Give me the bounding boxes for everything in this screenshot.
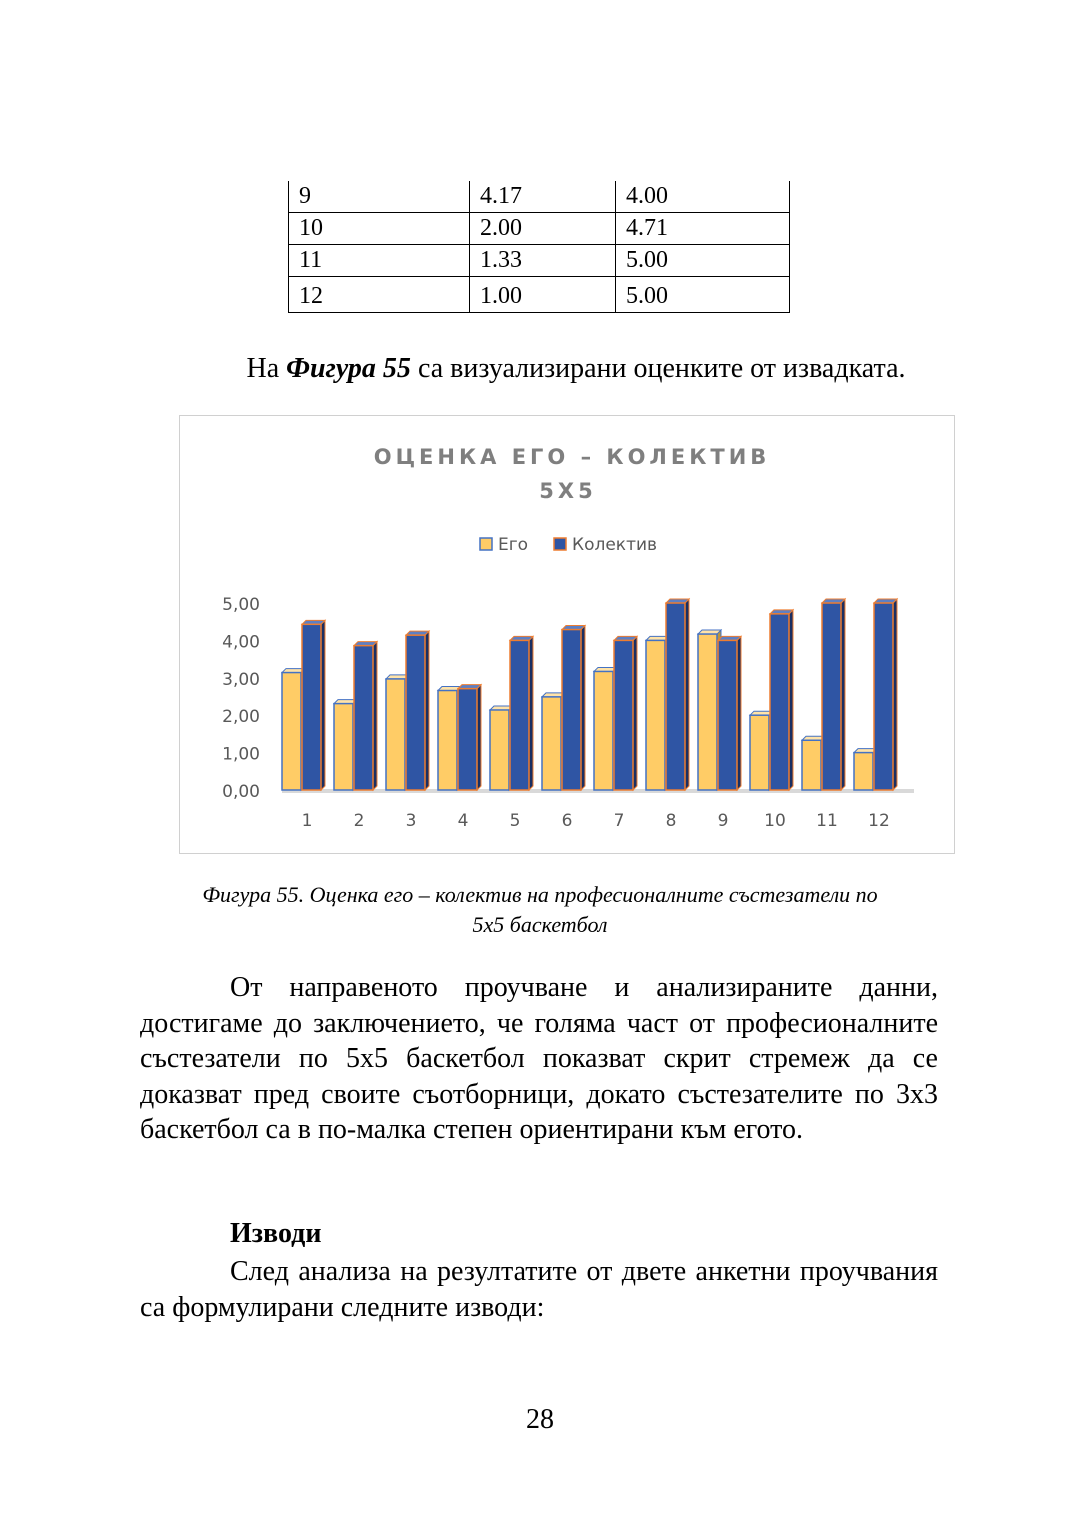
- bar-collective-8: [666, 599, 689, 790]
- x-tick-label: 6: [561, 811, 573, 831]
- scores-table: [288, 181, 790, 313]
- figure-caption: [140, 880, 940, 940]
- table-cell: 1.00: [470, 277, 616, 313]
- bar-collective-10: [770, 610, 793, 790]
- y-tick-label: 0,00: [222, 782, 260, 802]
- table-row: [289, 245, 790, 277]
- findings-intro-paragraph: След анализа на резултатите от двете анкетни проучвания са формулирани следните изводи:: [140, 1256, 938, 1323]
- bar-chart: [180, 416, 956, 855]
- caption-line2: 5х5 баскетбол: [472, 912, 608, 937]
- x-tick-label: 11: [816, 811, 838, 831]
- intro-after: са визуализирани оценките от извадката.: [410, 353, 906, 384]
- table-row: [289, 277, 790, 313]
- x-tick-label: 1: [301, 811, 313, 831]
- bar-front: [354, 646, 373, 790]
- table-cell: 4.17: [470, 181, 616, 213]
- bar-front: [822, 603, 841, 790]
- x-tick-label: 4: [457, 811, 469, 831]
- bar-front: [750, 715, 769, 790]
- bar-front: [802, 740, 821, 790]
- chart-title-line1: ОЦЕНКА ЕГО – КОЛЕКТИВ: [373, 445, 771, 469]
- chart-title-line2: 5X5: [539, 479, 597, 503]
- table-cell: 9: [289, 181, 470, 213]
- intro-sentence: [0, 353, 1080, 385]
- page-number: 28: [526, 1404, 554, 1435]
- bar-collective-9: [718, 636, 741, 790]
- table-cell: 12: [289, 277, 470, 313]
- x-tick-label: 10: [764, 811, 786, 831]
- table-cell: 11: [289, 245, 470, 277]
- legend-swatch-ego: [480, 538, 492, 550]
- bar-front: [874, 603, 893, 790]
- y-tick-label: 5,00: [222, 595, 260, 615]
- x-tick-label: 7: [613, 811, 625, 831]
- y-tick-label: 2,00: [222, 707, 260, 728]
- x-tick-label: 3: [405, 811, 417, 831]
- chart-container: [179, 415, 955, 854]
- table-cell: 10: [289, 213, 470, 245]
- bar-front: [698, 634, 717, 790]
- x-tick-label: 12: [868, 811, 890, 831]
- x-tick-label: 2: [353, 811, 365, 831]
- bar-front: [594, 671, 613, 790]
- bar-collective-4: [458, 685, 481, 790]
- bar-front: [438, 691, 457, 790]
- bar-collective-5: [510, 636, 533, 790]
- legend-label-collective: Колектив: [572, 535, 658, 555]
- bar-front: [302, 624, 321, 790]
- chart-bars: [282, 599, 897, 790]
- table-row: [289, 213, 790, 245]
- bar-collective-1: [302, 620, 325, 790]
- bar-collective-11: [822, 599, 845, 790]
- figure-reference: Фигура 55: [286, 353, 411, 384]
- x-tick-label: 5: [509, 811, 521, 831]
- bar-front: [406, 635, 425, 790]
- table-cell: 1.33: [470, 245, 616, 277]
- bar-collective-7: [614, 636, 637, 790]
- bar-front: [770, 614, 789, 790]
- y-tick-label: 1,00: [222, 744, 260, 765]
- bar-front: [614, 640, 633, 790]
- bar-front: [510, 640, 529, 790]
- table-cell: 2.00: [470, 213, 616, 245]
- y-tick-label: 4,00: [222, 632, 260, 653]
- x-axis: [302, 811, 890, 831]
- bar-collective-2: [354, 642, 377, 790]
- legend-swatch-collective: [554, 538, 566, 550]
- chart-legend: [480, 535, 657, 555]
- legend-label-ego: Его: [498, 535, 529, 555]
- section-heading: Изводи: [230, 1218, 322, 1249]
- bar-front: [718, 640, 737, 790]
- y-tick-label: 3,00: [222, 669, 260, 690]
- intro-before: На: [246, 353, 287, 384]
- bar-collective-12: [874, 599, 897, 790]
- bar-front: [666, 603, 685, 790]
- bar-front: [458, 689, 477, 790]
- conclusion-paragraph: От направеното проучване и анализираните данни, достигаме до заключението, че голяма част от професионалните състезатели по 5х5 баскетбол показват скрит стремеж да се доказват пред своите съотборници, докато състезателите по 3х3 баскетбол са в по-малка степен ориентирани към егото.: [140, 972, 938, 1145]
- x-tick-label: 8: [665, 811, 677, 831]
- bar-front: [542, 697, 561, 790]
- table-cell: 5.00: [616, 277, 790, 313]
- bar-front: [562, 630, 581, 790]
- table-cell: 4.71: [616, 213, 790, 245]
- caption-line1: Фигура 55. Оценка его – колектив на професионалните състезатели по: [202, 882, 878, 907]
- bar-front: [386, 679, 405, 790]
- bar-collective-3: [406, 631, 429, 790]
- table-cell: 4.00: [616, 181, 790, 213]
- table-cell: 5.00: [616, 245, 790, 277]
- bar-collective-6: [562, 626, 585, 790]
- bar-front: [334, 704, 353, 790]
- bar-front: [646, 640, 665, 790]
- bar-front: [490, 710, 509, 790]
- x-tick-label: 9: [717, 811, 729, 831]
- bar-front: [854, 753, 873, 790]
- bar-front: [282, 673, 301, 790]
- table-row: [289, 181, 790, 213]
